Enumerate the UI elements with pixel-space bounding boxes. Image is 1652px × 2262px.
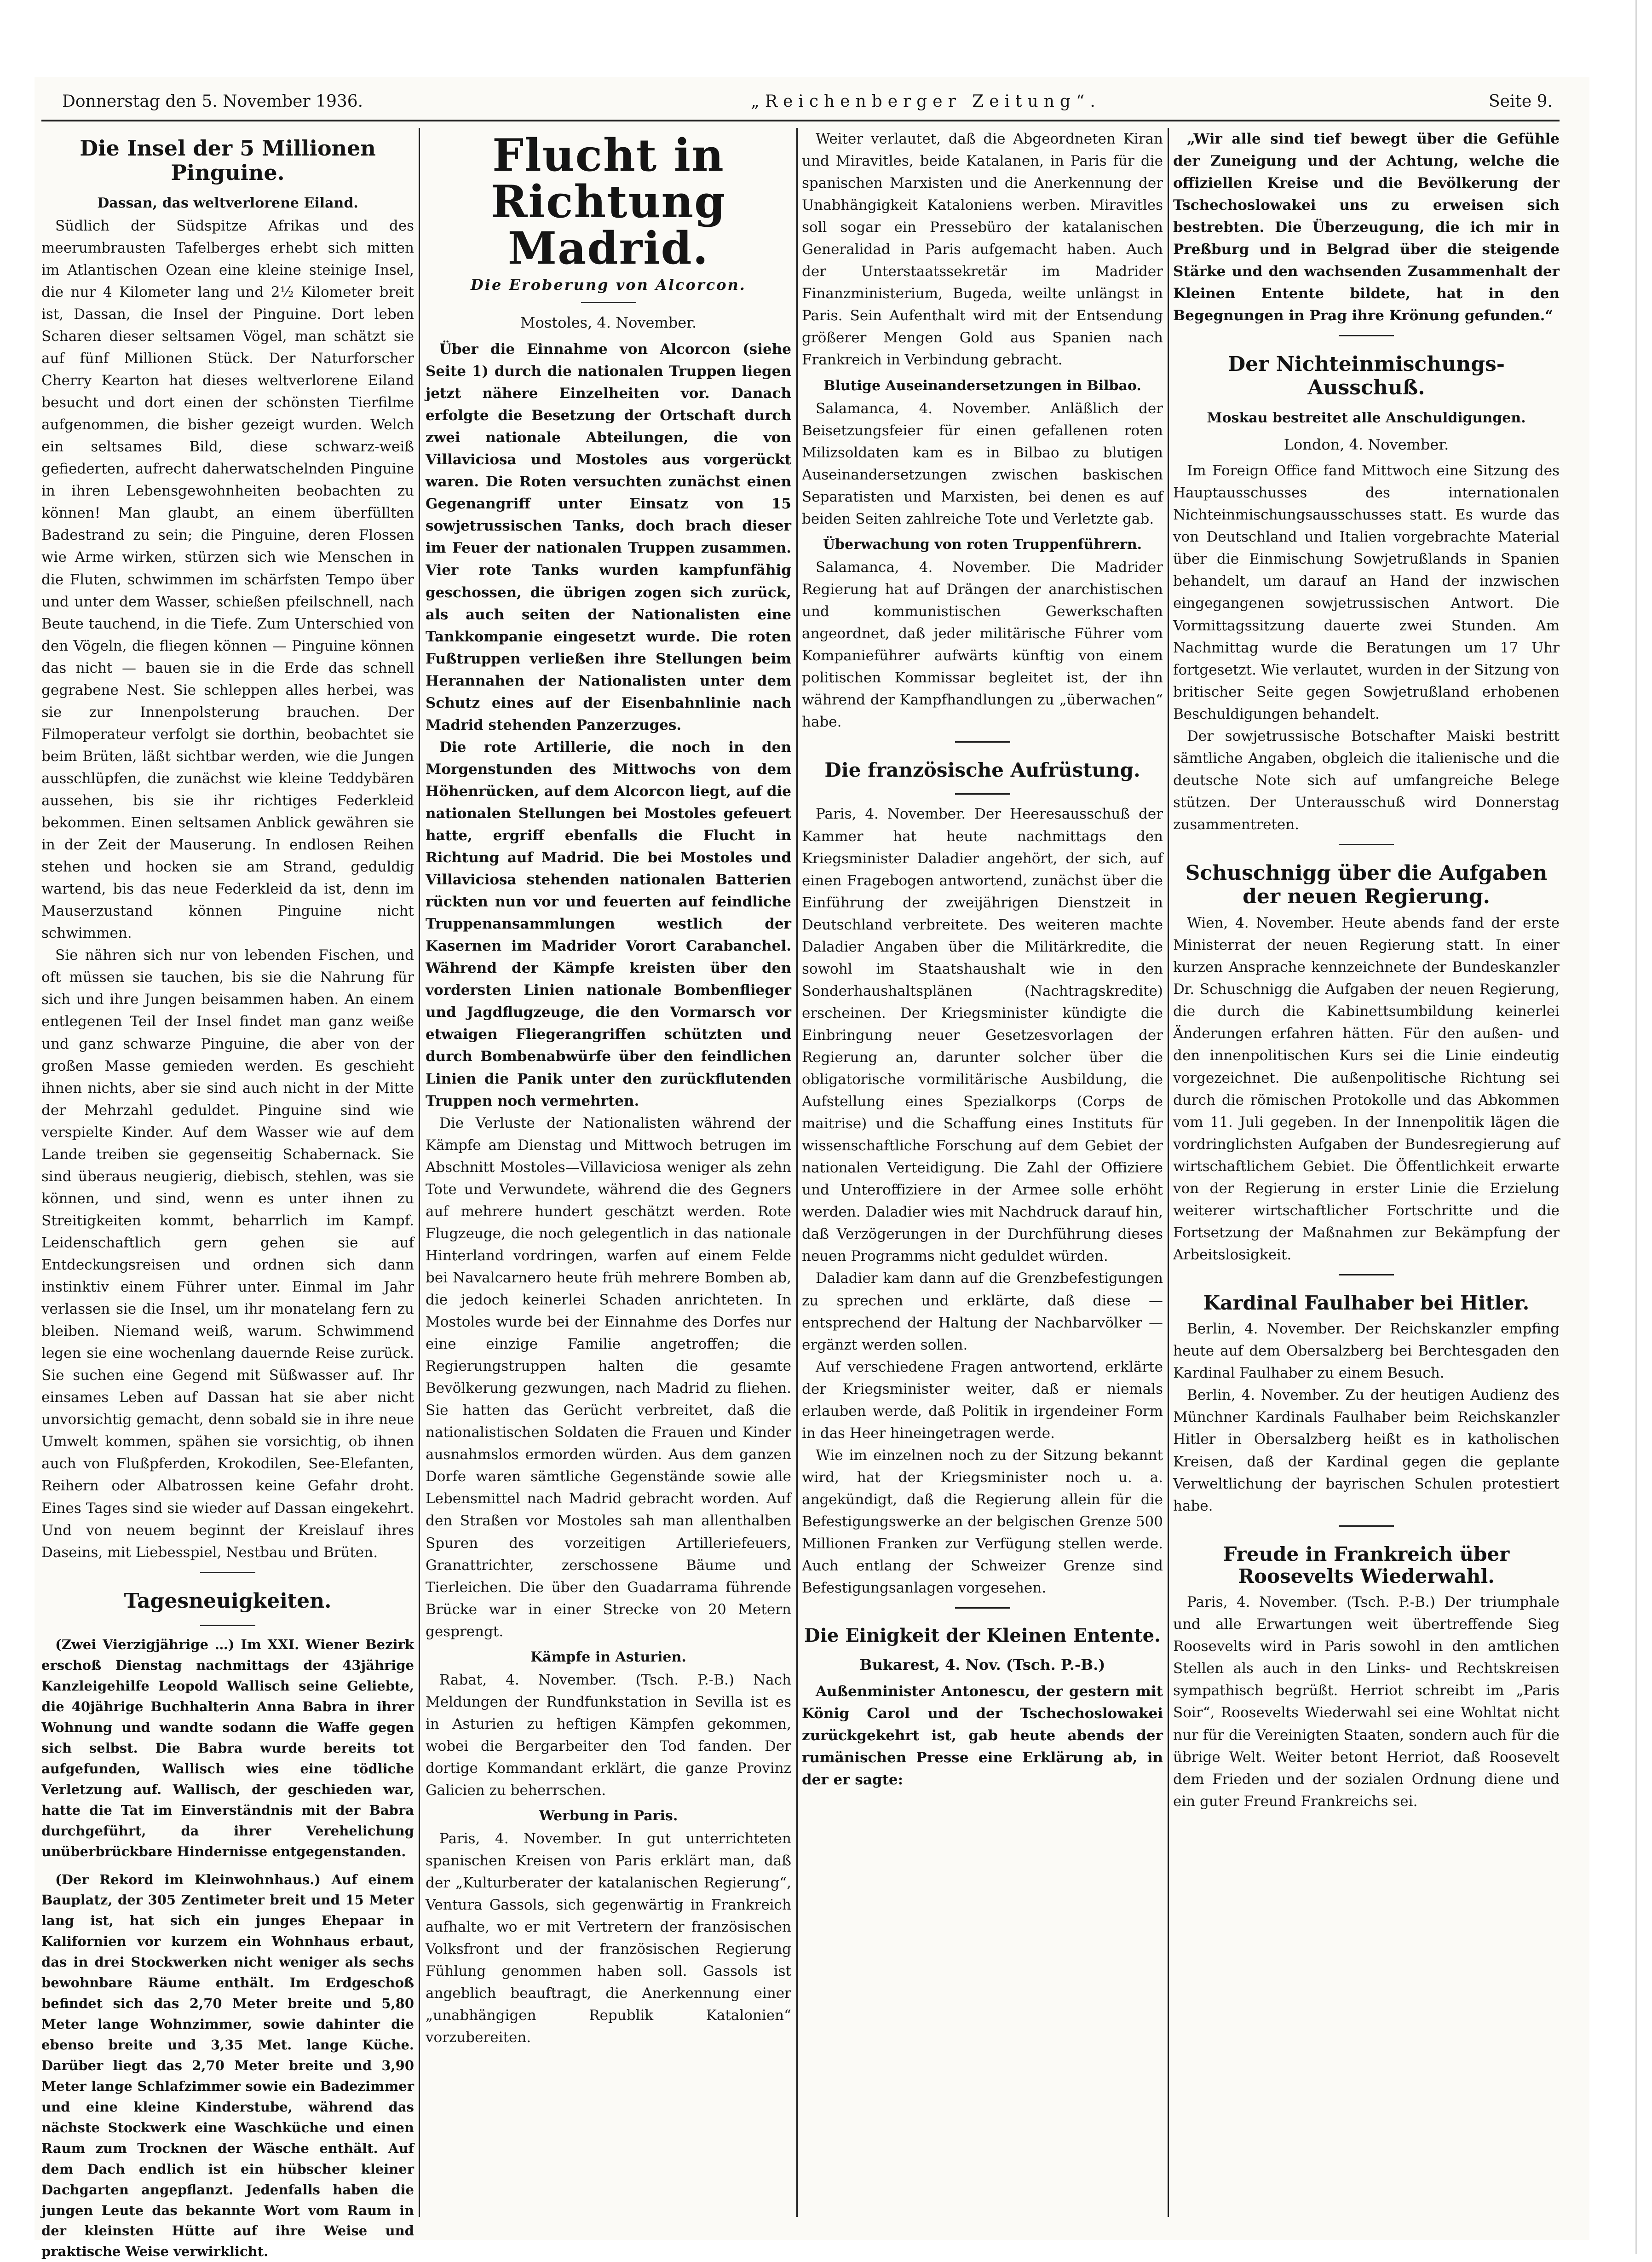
article-paragraph: Rabat, 4. November. (Tsch. P.-B.) Nach Meldungen der Rundfunkstation in Sevilla ist es in Asturien zu heftigen Kämpfen gekommen, wobei die Bergarbeiter den Tod fanden. Der dortige Kommandant erklärt, die ganze Provinz Galicien zu beherrschen. xyxy=(426,1671,791,1799)
dateline: Bukarest, 4. Nov. (Tsch. P.-B.) xyxy=(859,1656,1105,1674)
article-paragraph: Die Verluste der Nationalisten während der Kämpfe am Dienstag und Mittwoch betrugen im Abschnitt Mostoles—Villaviciosa weniger als zehn Tote und Verwundete, während die des Gegners auf mehrere hundert geschätzt werden. Rote Flugzeuge, die noch gelegentlich in das nationale Hinterland vordringen, warfen auf einem Felde bei Navalcarnero heute früh mehrere Bomben ab, die jedoch keinerlei Schaden anrichteten. In Mostoles wurde bei der Einnahme des Dorfes nur eine einzige Familie angetroffen; die Regierungstruppen halten die gesamte Bevölkerung gezwungen, nach Madrid zu fliehen. Sie hatten das Gerücht verbreitet, daß die nationalistischen Soldaten die Frauen und Kinder ausnahmslos ermorden würden. Aus dem ganzen Dorfe waren sämtliche Gegenstände sowie alle Lebensmittel nach Madrid gebracht worden. Auf den Straßen vor Mostoles sah man allenthalben Spuren des vorzeitigen Artilleriefeuers, Granattrichter, zerschossene Bäume und Tierleichen. Die über den Guadarrama führende Brücke war in einer Strecke von 20 Metern gesprengt. xyxy=(426,1114,791,1640)
newspaper-title: „Reichenberger Zeitung“. xyxy=(751,92,1101,111)
column-4 xyxy=(1173,128,1560,2226)
article-headline: Die Insel der 5 Millionen Pinguine. xyxy=(80,136,376,185)
news-item: (Zwei Vierzigjährige …) Im XXI. Wiener Bezirk erschoß Dienstag nachmittags der 43jährige Kanzleigehilfe Leopold Wallisch seine Geliebte, die 40jährige Buchhalterin Anna Babra in ihrer Wohnung und wandte sodann die Waffe gegen sich selbst. Die Babra wurde bereits tot aufgefunden, Wallisch wies eine tödliche Verletzung auf. Wallisch, der geschieden war, hatte die Tat im Einverständnis mit der Babra durchgeführt, da ihrer Verehelichung unüberbrückbare Hindernisse entgegenstanden. xyxy=(41,1637,414,1859)
page-number: Seite 9. xyxy=(1488,92,1553,111)
masthead-rule xyxy=(41,120,1560,121)
dateline: London, 4. November. xyxy=(1284,435,1449,453)
separator xyxy=(955,741,1010,743)
article-paragraph: Salamanca, 4. November. Anläßlich der Beisetzungsfeier für einen gefallenen roten Milizsoldaten kam es in Bilbao zu blutigen Auseinandersetzungen zwischen baskischen Separatisten und Marxisten, bei denen es auf beiden Seiten zahlreiche Tote und Verletzte gab. xyxy=(802,400,1163,527)
separator xyxy=(1339,335,1394,336)
article-paragraph: Im Foreign Office fand Mittwoch eine Sitzung des Hauptausschusses des internationalen Nichteinmischungsausschusses statt. Es wurde das von Deutschland und Italien vorgebrachte Material über die Einmischung Sowjetrußlands in Spanien behandelt, um darauf an Hand der inzwischen eingegangenen sowjetrussischen Antwort. Die Vormittagssitzung dauerte zwei Stunden. Am Nachmittag wurde die Beratungen um 17 Uhr fortgesetzt. Wie verlautet, wurden in der Sitzung von britischer Seite gegen Sowjetrußland erhobenen Beschuldigungen behandelt. xyxy=(1173,462,1560,722)
section-heading: Tagesneuigkeiten. xyxy=(124,1589,332,1613)
article-paragraph: Paris, 4. November. (Tsch. P.-B.) Der triumphale und alle Erwartungen weit übertreffende Sieg Roosevelts wird in Paris sowohl in den amtlichen Stellen als auch in den Links- und Rechtskreisen sympathisch begrüßt. Herriot schreibt im „Paris Soir“, Roosevelts Wiederwahl sei eine Wohltat nicht nur für die Vereinigten Staaten, sondern auch für die übrige Welt. Weiter betont Herriot, daß Roosevelt dem Frieden und der sozialen Ordnung diene und ein guter Freund Frankreichs sei. xyxy=(1173,1594,1560,1810)
article-paragraph: Paris, 4. November. Der Heeresausschuß der Kammer hat heute nachmittags den Kriegsminister Daladier angehört, der sich, auf einen Fragebogen antwortend, zunächst über die Einführung der zweijährigen Dienstzeit in Deutschland verbreitete. Des weiteren machte Daladier Angaben über die Militärkredite, die sowohl im Staatshaushalt wie in den Sonderhaushaltsplänen (Nachtragskredite) erscheinen. Der Kriegsminister kündigte die Einbringung neuer Gesetzesvorlagen der Regierung an, darunter solcher über die obligatorische vormilitärische Ausbildung, die Aufstellung eines Spezialkorps (Corps de maitrise) und die Schaffung eines Instituts für wissenschaftliche Forschung auf dem Gebiet der nationalen Verteidigung. Die Zahl der Offiziere und Unteroffiziere in der Armee solle erhöht werden. Daladier wies mit Nachdruck darauf hin, daß Verzögerungen in der Durchführung dieses neuen Programms nicht geduldet würden. xyxy=(802,806,1163,1265)
article-paragraph: Die rote Artillerie, die noch in den Morgenstunden des Mittwochs von dem Höhenrücken, auf dem Alcorcon liegt, auf die nationalen Stellungen bei Mostoles gefeuert hatte, ergriff ebenfalls die Flucht in Richtung auf Madrid. Die bei Mostoles und Villaviciosa stehenden nationalen Batterien rückten nun vor und feuerten auf feindliche Truppenansammlungen westlich der Kasernen im Madrider Vorort Carabanchel. Während der Kämpfe kreisten über den vordersten Linien nationale Bombenflieger und Jagdflugzeuge, die den Vormarsch vor etwaigen Fliegerangriffen schützten und durch Bombenabwürfe über den feindlichen Linien die Panik unter den zurückflutenden Truppen noch vermehrten. xyxy=(426,739,791,1109)
article-headline: Die Einigkeit der Kleinen Entente. xyxy=(804,1625,1161,1647)
article-paragraph: Südlich der Südspitze Afrikas und des meerumbrausten Tafelberges erhebt sich mitten im Atlantischen Ozean eine kleine steinige Insel, die nur 4 Kilometer lang und 2½ Kilometer breit ist, Dassan, die Insel der Pinguine. Dort leben Scharen dieser seltsamen Vögel, man schätzt sie auf fünf Millionen Stück. Der Naturforscher Cherry Kearton hat dieses weltverlorene Eiland besucht und dort einen der schönsten Tierfilme aufgenommen, die bisher gezeigt wurden. Welch ein seltsames Bild, diese schwarz-weiß gefiederten, aufrecht daherwatschelnden Pinguine in ihren Lebensgewohnheiten beobachten zu können! Man glaubt, an einem überfüllten Badestrand zu sein; die Pinguine, deren Flossen wie Arme wirken, stürzen sich wie Menschen in die Fluten, schwimmen im schärfsten Tempo über und unter dem Wasser, schießen pfeilschnell, nach Beute tauchend, in die Tiefe. Zum Unterschied von den Vögeln, die fliegen können — Pinguine können das nicht — bauen sie in die Erde das schnell gegrabene Nest. Sie schleppen alles herbei, was sie zur Innenpolsterung brauchen. Der Filmoperateur verfolgt sie dorthin, beobachtet sie beim Brüten, läßt sichtbar werden, wie die Jungen ausschlüpfen, die zunächst wie kleine Teddybären aussehen, bis sie ihr richtiges Federkleid bekommen. Einen seltsamen Anblick gewähren sie in der Zeit der Mauserung. In endlosen Reihen stehen und hocken sie am Strand, geduldig wartend, bis das neue Federkleid da ist, denn im Mauserzustand können Pinguine nicht schwimmen. xyxy=(41,217,414,942)
column-rule xyxy=(1168,128,1169,2217)
article-paragraph: Auf verschiedene Fragen antwortend, erklärte der Kriegsminister weiter, daß er niemals erlauben werde, daß Politik in irgendeiner Form in das Heer hineingetragen werde. xyxy=(802,1358,1163,1442)
scan-margin xyxy=(1596,0,1652,2254)
lead-headline: Flucht in Richtung Madrid. xyxy=(490,129,726,274)
lead-subhead: Die Eroberung von Alcorcon. xyxy=(471,276,746,294)
article-headline: Der Nichteinmischungs-Ausschuß. xyxy=(1228,352,1505,400)
dateline: Mostoles, 4. November. xyxy=(520,314,697,332)
article-paragraph: Außenminister Antonescu, der gestern mit König Carol und der Tschechoslowakei zurückgekehrt ist, gab heute abends der rumänischen Presse eine Erklärung ab, in der er sagte: xyxy=(802,1683,1163,1788)
separator xyxy=(1339,1274,1394,1275)
article-paragraph: Sie nähren sich nur von lebenden Fischen, und oft müssen sie tauchen, bis sie die Nahrung für sich und ihre Jungen beisammen haben. An einem entlegenen Teil der Insel findet man ganz weiße und ganz schwarze Pinguine, die aber von der großen Masse gemieden werden. Es geschieht ihnen nichts, aber sie sind auch nicht in der Mitte der Mehrzahl geduldet. Pinguine sind wie verspielte Kinder. Auf dem Wasser wie auf dem Lande treiben sie gegenseitig Schabernack. Sie sind überaus neugierig, diebisch, stehlen, was sie können, und sind, wenn es unter ihnen zu Streitigkeiten kommt, beharrlich im Kampf. Leidenschaftlich gern gehen sie auf Entdeckungsreisen und ordnen sich dann instinktiv einem Führer unter. Einmal im Jahr verlassen sie die Insel, um ihr monatelang fern zu bleiben. Niemand weiß, warum. Schwimmend legen sie eine wochenlang dauernde Reise zurück. Sie suchen eine Gegend mit Süßwasser auf. Ihr einsames Leben auf Dassan hat sie aber nicht unvorsichtig gemacht, denn sobald sie in ihre neue Umwelt kommen, spähen sie vorsichtig, ob ihnen auch von Flußpferden, Krokodilen, See-Elefanten, Reihern oder Albatrossen keine Gefahr droht. Eines Tages sind sie wieder auf Dassan eingekehrt. Und von neuem beginnt der Kreislauf ihres Daseins, mit Liebesspiel, Nestbau und Brüten. xyxy=(41,947,414,1561)
article-headline: Schuschnigg über die Aufgaben der neuen Regierung. xyxy=(1185,861,1548,908)
article-paragraph: Wien, 4. November. Heute abends fand der erste Ministerrat der neuen Regierung statt. In einer kurzen Ansprache kennzeichnete der Bundeskanzler Dr. Schuschnigg die Aufgaben der neuen Regierung, die durch die Kabinettsumbildung keinerlei Änderungen erfahren hätten. Für den außen- und den innenpolitischen Kurs sei die Linie eindeutig vorgezeichnet. Die außenpolitische Richtung sei durch die römischen Protokolle und das Abkommen vom 11. Juli gegeben. In der Innenpolitik lägen die vordringlichsten Aufgaben der Bundesregierung auf wirtschaftlichem Gebiet. Die Öffentlichkeit erwarte von der Regierung in erster Linie die Erzielung weiterer wirtschaftlicher Fortschritte und die Fortsetzung der Maßnahmen zur Bekämpfung der Arbeitslosigkeit. xyxy=(1173,915,1560,1263)
article-subhead: Moskau bestreitet alle Anschuldigungen. xyxy=(1207,410,1526,426)
column-rule xyxy=(796,128,798,2217)
news-item: (Der Rekord im Kleinwohnhaus.) Auf einem Bauplatz, der 305 Zentimeter breit und 15 Meter lang ist, hat sich ein junges Ehepaar in Kalifornien vor kurzem ein Wohnhaus erbaut, das in drei Stockwerken nicht weniger als sechs bewohnbare Räume enthält. Im Erdgeschoß befindet sich das 2,70 Meter breite und 5,80 Meter lange Wohnzimmer, sowie dahinter die ebenso breite und 3,35 Met. lange Küche. Darüber liegt das 2,70 Meter breite und 3,90 Meter lange Schlafzimmer sowie ein Badezimmer und eine kleine Kinderstube, während das nächste Stockwerk eine Waschküche und einen Raum zum Trocknen der Wäsche enthält. Auf dem Dach endlich ist ein hübscher kleiner Dachgarten angepflanzt. Jedenfalls haben die jungen Leute das bekannte Wort vom Raum in der kleinsten Hütte auf ihre Weise und praktische Weise verwirklicht. xyxy=(41,1871,414,2260)
column-2 xyxy=(426,128,791,2226)
separator xyxy=(1339,1525,1394,1527)
separator xyxy=(581,302,636,303)
column-3 xyxy=(802,128,1163,2226)
article-paragraph: Berlin, 4. November. Zu der heutigen Audienz des Münchner Kardinals Faulhaber beim Reichskanzler Hitler in Obersalzberg heißt es in katholischen Kreisen, daß der Kardinal gegen die geplante Verweltlichung der bayrischen Schulen protestiert habe. xyxy=(1173,1387,1560,1514)
scan-edge xyxy=(1635,0,1637,2254)
quote-paragraph: „Wir alle sind tief bewegt über die Gefühle der Zuneigung und der Achtung, welche die offiziellen Kreise und die Bevölkerung der Tschechoslowakei uns zu erweisen sich bestrebten. Die Überzeugung, die ich mir in Preßburg und in Belgrad über die steigende Stärke und den wachsenden Zusammenhalt der Kleinen Entente bildete, hat in den Begegnungen in Prag ihre Krönung gefunden.“ xyxy=(1173,131,1560,324)
article-headline: Freude in Frankreich über Roosevelts Wiederwahl. xyxy=(1223,1542,1510,1587)
sub-heading: Werbung in Paris. xyxy=(539,1808,678,1824)
separator xyxy=(955,1607,1010,1609)
article-paragraph: Daladier kam dann auf die Grenzbefestigungen zu sprechen und erklärte, daß diese — entsprechend der Haltung der Nachbarvölker — ergänzt werden sollen. xyxy=(802,1270,1163,1353)
article-paragraph: Wie im einzelnen noch zu der Sitzung bekannt wird, hat der Kriegsminister noch u. a. angekündigt, daß die Regierung allein für die Befestigungswerke an der belgischen Grenze 500 Millionen Franken zur Verfügung stellen werde. Auch entlang der Schweizer Grenze sind Befestigungsanlagen vorgesehen. xyxy=(802,1447,1163,1597)
sub-heading: Blutige Auseinandersetzungen in Bilbao. xyxy=(823,377,1141,394)
masthead xyxy=(62,87,1553,115)
column-1 xyxy=(41,128,414,2260)
article-headline: Die französische Aufrüstung. xyxy=(824,759,1140,782)
article-paragraph: Paris, 4. November. In gut unterrichteten spanischen Kreisen von Paris erklärt man, daß der „Kulturberater der katalanischen Regierung“, Ventura Gassols, sich gegenwärtig in Frankreich aufhalte, wo er mit Vertretern der französischen Volksfront und der französischen Regierung Fühlung genommen haben soll. Gassols ist angeblich beauftragt, die Anerkennung einer „unabhängigen Republik Katalonien“ vorzubereiten. xyxy=(426,1830,791,2046)
separator xyxy=(200,1625,255,1626)
article-headline: Kardinal Faulhaber bei Hitler. xyxy=(1203,1291,1530,1314)
article-paragraph: Weiter verlautet, daß die Abgeordneten Kiran und Miravitles, beide Katalanen, in Paris für die spanischen Marxisten und die Anerkennung der Unabhängigkeit Kataloniens werben. Miravitles soll sogar ein Pressebüro der katalanischen Generalidad in Paris aufgemacht haben. Auch der Unterstaatssekretär im Madrider Finanzministerium, Bugeda, weilte unlängst in Paris. Sein Aufenthalt wird mit der Entsendung größerer Mengen Gold aus Spanien nach Frankreich in Verbindung gebracht. xyxy=(802,131,1163,369)
column-rule xyxy=(419,128,420,2217)
separator xyxy=(1339,844,1394,845)
separator xyxy=(200,1572,255,1573)
article-paragraph: Berlin, 4. November. Der Reichskanzler empfing heute auf dem Obersalzberg bei Berchtesgaden den Kardinal Faulhaber zu einem Besuch. xyxy=(1173,1321,1560,1382)
article-paragraph: Der sowjetrussische Botschafter Maiski bestritt sämtliche Angaben, obgleich die italienische und die deutsche Note sich auf umfangreiche Belege stützen. Der Unterausschuß wird Donnerstag zusammentreten. xyxy=(1173,727,1560,833)
separator xyxy=(955,793,1010,795)
article-paragraph: Über die Einnahme von Alcorcon (siehe Seite 1) durch die nationalen Truppen liegen jetzt nähere Einzelheiten vor. Danach erfolgte die Besetzung der Ortschaft durch zwei nationale Abteilungen, die von Villaviciosa und Mostoles aus vorgerückt waren. Die Roten versuchten zunächst einen Gegenangriff unter Einsatz von 15 sowjetrussischen Tanks, doch brach dieser im Feuer der nationalen Truppen zusammen. Vier rote Tanks wurden kampfunfähig geschossen, die übrigen zogen sich zurück, als auch seiten der Nationalisten eine Tankkompanie eingesetzt wurde. Die roten Fußtruppen verließen ihre Stellungen beim Herannahen der Nationalisten unter dem Schutz eines auf der Eisenbahnlinie nach Madrid stehenden Panzerzuges. xyxy=(426,340,791,733)
sub-heading: Kämpfe in Asturien. xyxy=(530,1649,686,1665)
sub-heading: Überwachung von roten Truppenführern. xyxy=(823,536,1142,553)
article-subhead: Dassan, das weltverlorene Eiland. xyxy=(97,195,358,211)
issue-date: Donnerstag den 5. November 1936. xyxy=(62,92,363,111)
newspaper-page xyxy=(35,77,1589,2260)
article-paragraph: Salamanca, 4. November. Die Madrider Regierung hat auf Drängen der anarchistischen und kommunistischen Gewerkschaften angeordnet, daß jeder militärische Führer vom Kompanieführer aufwärts künftig von einem politischen Kommissar begleitet ist, der ihn während der Kampfhandlungen zu „überwachen“ habe. xyxy=(802,559,1163,731)
